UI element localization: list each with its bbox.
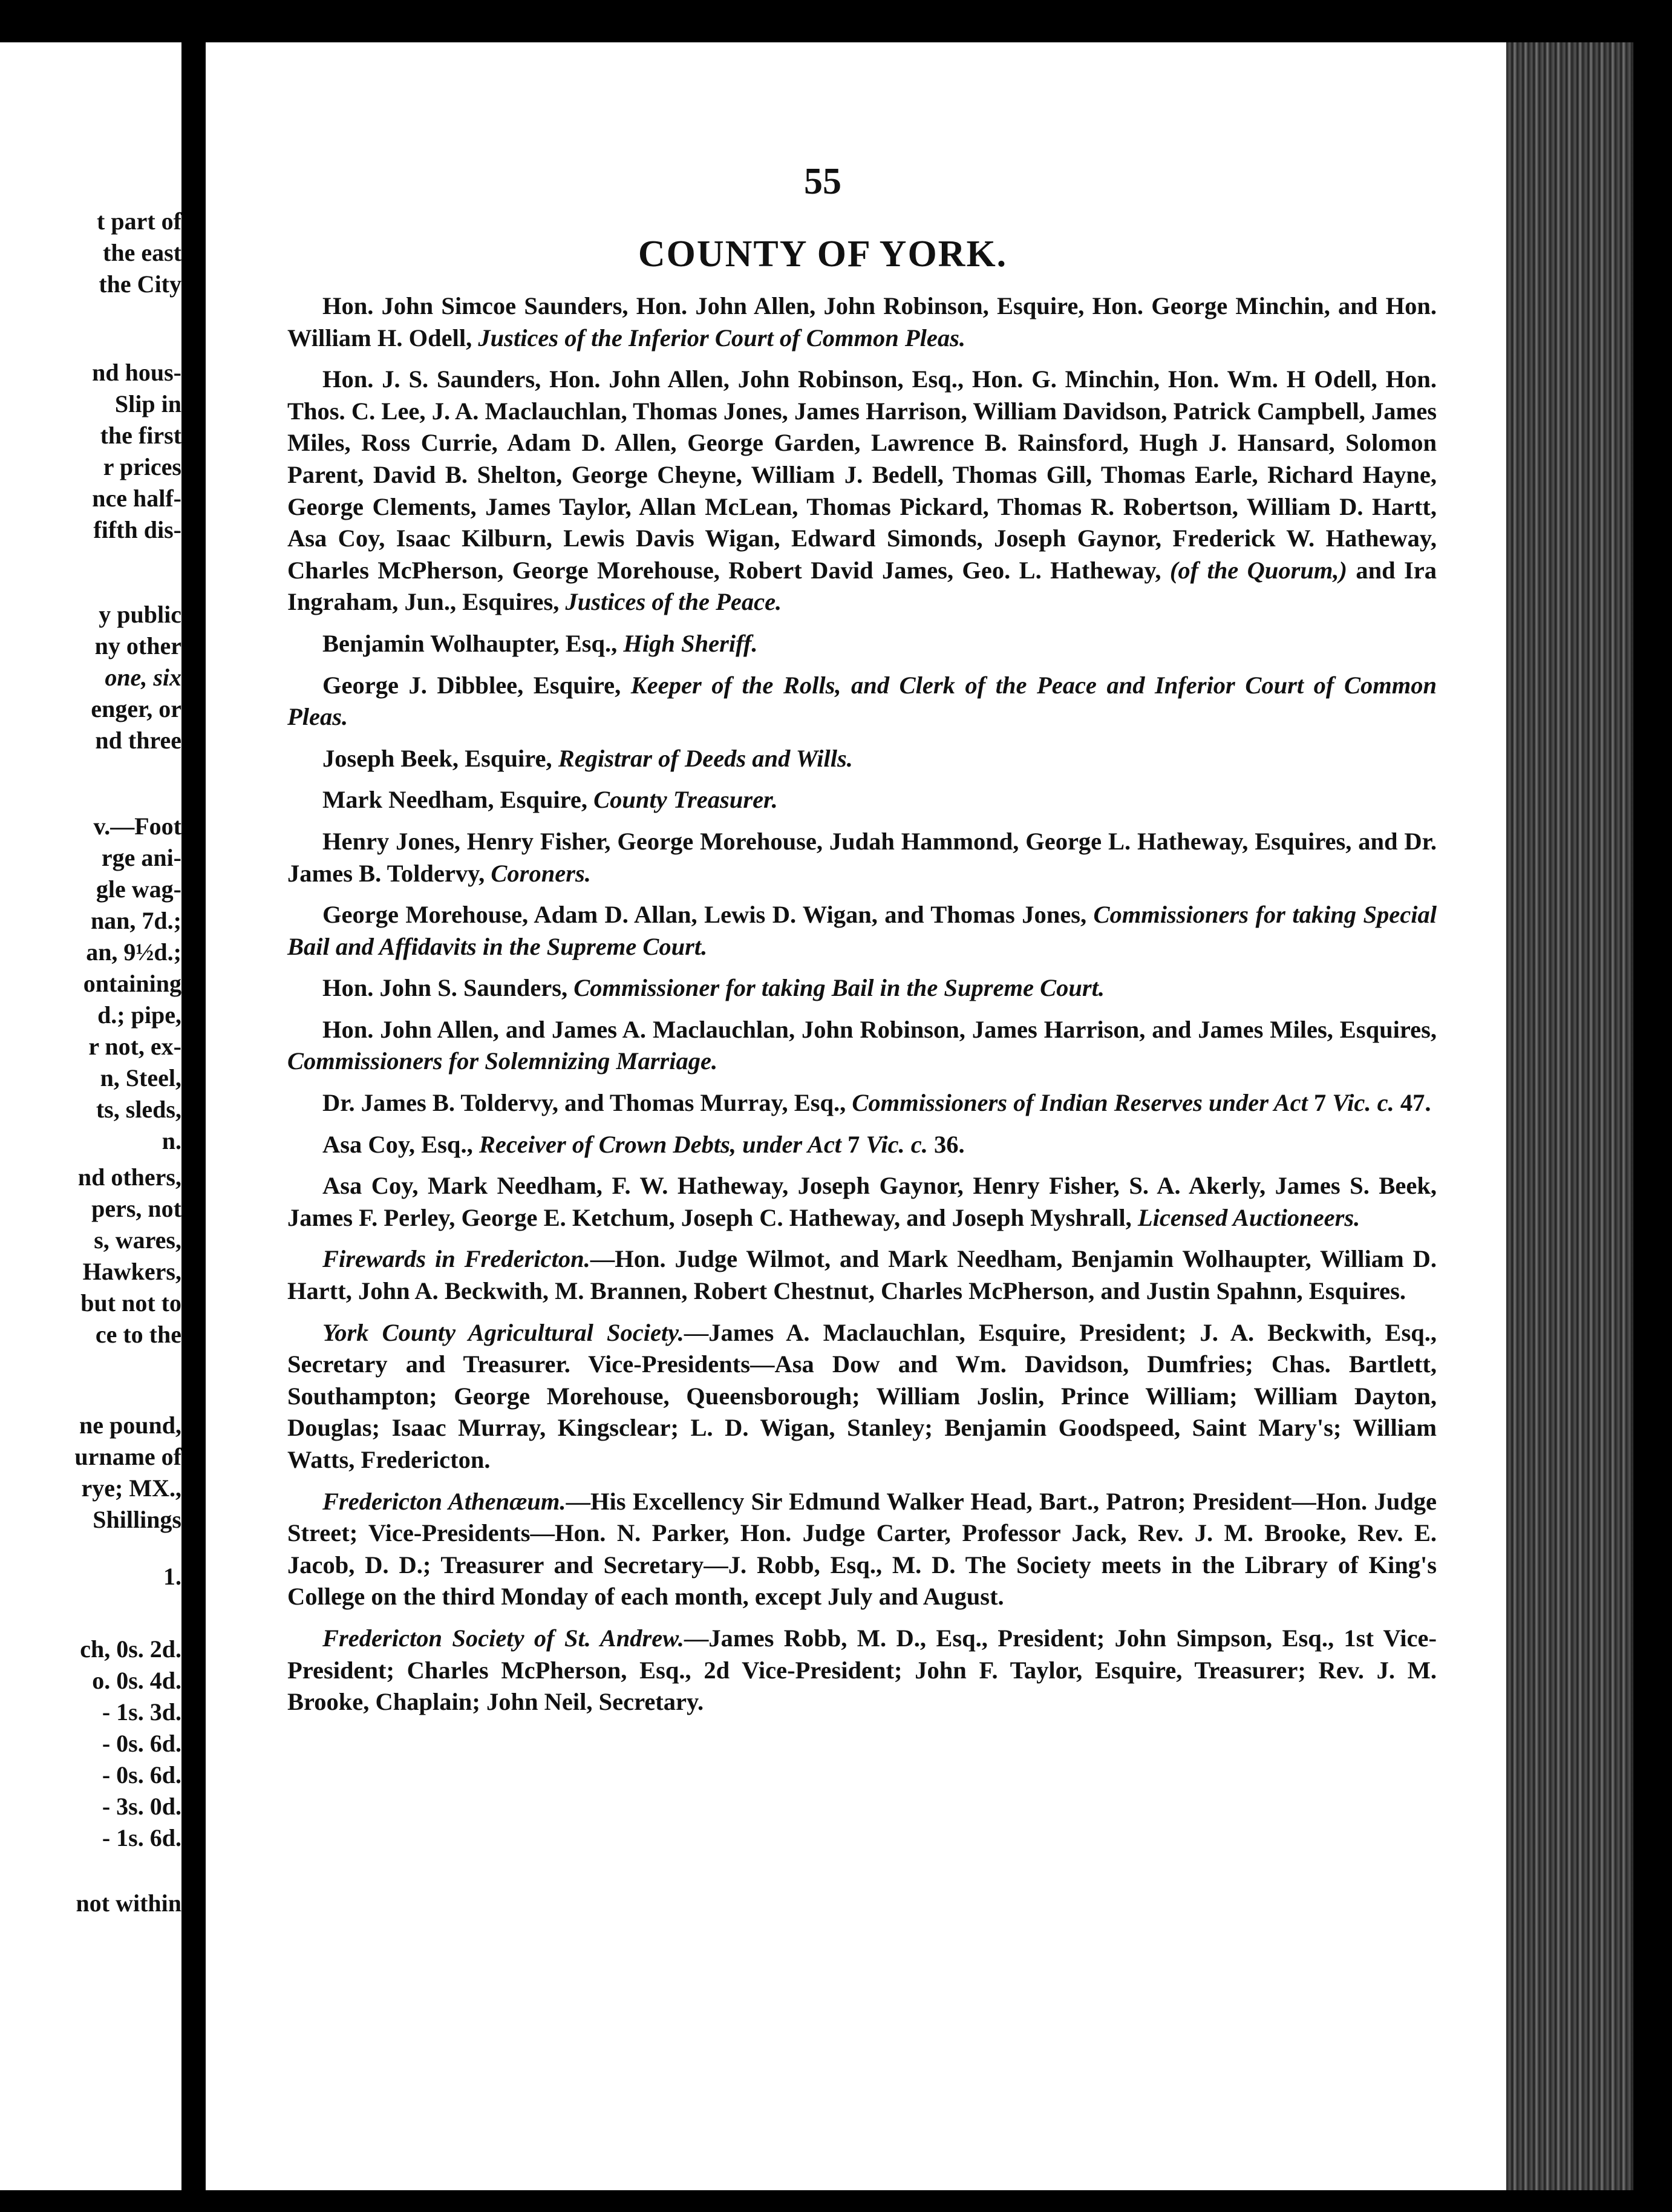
text-segment: Vic. c. xyxy=(1332,1089,1394,1117)
left-page-line: but not to xyxy=(80,1289,181,1317)
paragraph-p13 xyxy=(287,1170,1437,1234)
left-page-line: the east xyxy=(103,239,181,266)
text-segment: Registrar of Deeds and Wills. xyxy=(558,744,853,772)
text-segment: Licensed Auctioneers. xyxy=(1137,1203,1360,1231)
text-segment: Asa Coy, Mark Needham, F. W. Hatheway, Joseph Gaynor, Henry Fisher, S. A. Akerly, James S. Beek, James F. Perley, George E. Ketchum, Joseph C. Hatheway, and Joseph Myshrall, xyxy=(287,1172,1437,1231)
left-page-line: nce half- xyxy=(92,485,181,512)
left-page-line: o. 0s. 4d. xyxy=(92,1667,181,1694)
text-segment: Hon. John S. Saunders, xyxy=(322,974,574,1002)
book-spine xyxy=(181,0,206,2212)
left-page-line: ce to the xyxy=(95,1321,181,1348)
text-segment: Commissioners for Solemnizing Marriage. xyxy=(287,1047,718,1075)
text-segment: Mark Needham, Esquire, xyxy=(322,786,594,814)
paragraph-p11 xyxy=(287,1087,1437,1119)
text-segment: York County Agricultural Society. xyxy=(322,1318,684,1346)
text-segment: Justices of the Inferior Court of Common Pleas. xyxy=(478,324,965,352)
left-page-line: n, Steel, xyxy=(100,1064,181,1091)
text-segment: Commissioners for taking Special Bail and Affidavits in the Supreme Court. xyxy=(287,901,1437,960)
left-page-line: v.—Foot xyxy=(93,813,181,840)
text-segment: Fredericton Society of St. Andrew. xyxy=(322,1624,684,1652)
left-page-line: not within xyxy=(76,1890,181,1917)
paragraph-p12 xyxy=(287,1129,1437,1161)
left-page-line: the first xyxy=(100,422,181,449)
paragraph-p16 xyxy=(287,1486,1437,1613)
left-page-line: t part of xyxy=(97,208,181,235)
main-page xyxy=(206,42,1506,2190)
text-segment: Hon. J. S. Saunders, Hon. John Allen, John Robinson, Esq., Hon. G. Minchin, Hon. Wm. H Odell, Hon. Thos. C. Lee, J. A. Maclauchlan, Thomas Jones, James Harrison, William Davidson, Patrick Campbell, James Miles, Ross Currie, Adam D. Allen, George Garden, Lawrence B. Rainsford, Hugh J. Hansard, Solomon Parent, David B. Shelton, George Cheyne, William J. Bedell, Thomas Gill, Thomas Earle, Richard Hayne, George Clements, James Taylor, Allan McLean, Thomas Pickard, Thomas R. Robertson, William D. Hartt, Asa Coy, Isaac Kilburn, Lewis Davis Wigan, Edward Simonds, Joseph Gaynor, Frederick W. Hatheway, Charles McPherson, George Morehouse, Robert David James, Geo. L. Hatheway, xyxy=(287,365,1437,584)
left-page-line: ontaining xyxy=(83,970,181,997)
left-page-line: gle wag- xyxy=(96,875,181,903)
text-segment: George J. Dibblee, Esquire, xyxy=(322,671,631,699)
left-page-line: fifth dis- xyxy=(93,516,181,543)
left-page-line: Shillings xyxy=(93,1506,181,1533)
left-page-line: ne pound, xyxy=(79,1412,181,1439)
left-page-line: r not, ex- xyxy=(88,1033,181,1060)
paragraph-p6 xyxy=(287,784,1437,816)
body-text xyxy=(287,290,1437,1728)
left-page-line: rge ani- xyxy=(101,844,181,871)
text-segment: Coroners. xyxy=(491,859,591,887)
left-page-line: nd others, xyxy=(77,1163,181,1191)
bottom-border xyxy=(0,2190,1672,2212)
text-segment: Commissioner for taking Bail in the Supreme Court. xyxy=(573,974,1105,1002)
left-page-line: rye; MX., xyxy=(81,1474,181,1502)
left-page-line: s, wares, xyxy=(94,1226,181,1254)
text-segment: Firewards in Fredericton. xyxy=(322,1245,590,1273)
text-segment: 7 xyxy=(841,1130,866,1158)
left-page-line: - 1s. 3d. xyxy=(102,1698,181,1726)
left-page-line: Hawkers, xyxy=(82,1258,181,1285)
text-segment: Vic. c. xyxy=(866,1130,928,1158)
text-segment: Justices of the Peace. xyxy=(565,588,782,616)
text-segment: 47. xyxy=(1394,1089,1431,1117)
text-segment: —James Robb, M. D., Esq., President; John Simpson, Esq., 1st Vice-President; Charles McPherson, Esq., 2d Vice-President; John F. Taylor, Esquire, Treasurer; Rev. J. M. Brooke, Chaplain; John Neil, Secretary. xyxy=(287,1624,1437,1716)
paragraph-p8 xyxy=(287,899,1437,963)
text-segment: Fredericton Athenæum. xyxy=(322,1487,566,1515)
text-segment: Receiver of Crown Debts, under Act xyxy=(478,1130,842,1158)
left-page-line: ny other xyxy=(94,632,181,659)
left-page-line: nd hous- xyxy=(92,359,181,386)
paragraph-p10 xyxy=(287,1014,1437,1078)
text-segment: and Ira Ingraham, Jun., Esquires, xyxy=(287,556,1437,616)
left-page-line: r prices xyxy=(103,453,181,480)
paragraph-p17 xyxy=(287,1623,1437,1718)
text-segment: Joseph Beek, Esquire, xyxy=(322,744,558,772)
right-border xyxy=(1633,0,1672,2212)
text-segment: 36. xyxy=(927,1130,965,1158)
paragraph-p3 xyxy=(287,628,1437,660)
text-segment: Commissioners of Indian Reserves under Act xyxy=(852,1089,1308,1117)
paragraph-p4 xyxy=(287,670,1437,733)
left-page-line: - 0s. 6d. xyxy=(102,1730,181,1757)
text-segment: —James A. Maclauchlan, Esquire, President; J. A. Beckwith, Esq., Secretary and Treasurer. Vice-Presidents—Asa Dow and Wm. Davidson, Dumfries; Chas. Bartlett, Southampton; George Morehouse, Queensborough; William Joslin, Prince William; William Dayton, Douglas; Isaac Murray, Kingsclear; L. D. Wigan, Stanley; Benjamin Goodspeed, Saint Mary's; William Watts, Fredericton. xyxy=(287,1318,1437,1473)
left-page-line: y public xyxy=(99,601,181,628)
text-segment: Hon. John Allen, and James A. Maclauchlan, John Robinson, James Harrison, and James Miles, Esquires, xyxy=(322,1015,1437,1043)
left-page-line: - 3s. 0d. xyxy=(102,1793,181,1820)
left-page-line: ch, 0s. 2d. xyxy=(80,1635,181,1663)
left-page-line: one, six xyxy=(105,664,181,691)
left-page-line: d.; pipe, xyxy=(97,1001,181,1029)
text-segment: —His Excellency Sir Edmund Walker Head, Bart., Patron; President—Hon. Judge Street; Vice-Presidents—Hon. N. Parker, Hon. Judge Carter, Professor Jack, Rev. J. M. Brooke, Rev. E. Jacob, D. D.; Treasurer and Secretary—J. Robb, Esq., M. D. The Society meets in the Library of King's College on the third Monday of each month, except July and August. xyxy=(287,1487,1437,1611)
paragraph-p9 xyxy=(287,972,1437,1004)
left-page-line: n. xyxy=(162,1127,181,1154)
paragraph-p2 xyxy=(287,364,1437,618)
paragraph-p15 xyxy=(287,1317,1437,1476)
left-page-line: pers, not xyxy=(91,1195,181,1222)
paragraph-p1 xyxy=(287,290,1437,354)
left-page-line: nan, 7d.; xyxy=(90,907,181,934)
text-segment: Keeper of the Rolls, and Clerk of the Peace and Inferior Court of Common Pleas. xyxy=(287,671,1437,731)
left-page-line: urname of xyxy=(74,1443,181,1470)
left-page-line: ts, sleds, xyxy=(96,1096,181,1123)
left-page-line: Slip in xyxy=(114,390,181,417)
text-segment: Benjamin Wolhaupter, Esq., xyxy=(322,629,624,657)
text-segment: Henry Jones, Henry Fisher, George Morehouse, Judah Hammond, George L. Hatheway, Esquires, and Dr. James B. Toldervy, xyxy=(287,827,1437,887)
page-title: COUNTY OF YORK. xyxy=(638,234,1008,275)
left-page-line: an, 9½d.; xyxy=(86,938,181,966)
paragraph-p14 xyxy=(287,1243,1437,1307)
left-page-line: - 1s. 6d. xyxy=(102,1824,181,1851)
left-page-fragment xyxy=(0,42,181,2190)
text-segment: Dr. James B. Toldervy, and Thomas Murray, Esq., xyxy=(322,1089,852,1117)
text-segment: George Morehouse, Adam D. Allan, Lewis D. Wigan, and Thomas Jones, xyxy=(322,901,1094,929)
text-segment: Asa Coy, Esq., xyxy=(322,1130,479,1158)
text-segment: County Treasurer. xyxy=(593,786,778,814)
text-segment: —Hon. Judge Wilmot, and Mark Needham, Benjamin Wolhaupter, William D. Hartt, John A. Beckwith, M. Brannen, Robert Chestnut, Charles McPherson, and Justin Spahnn, Esquires. xyxy=(287,1245,1437,1305)
text-segment: High Sheriff. xyxy=(623,629,758,657)
text-segment: (of the Quorum,) xyxy=(1169,556,1347,584)
top-border xyxy=(0,0,1672,42)
text-segment: 7 xyxy=(1307,1089,1333,1117)
paragraph-p5 xyxy=(287,743,1437,775)
left-page-line: the City xyxy=(99,270,181,298)
paragraph-p7 xyxy=(287,826,1437,889)
left-page-line: - 0s. 6d. xyxy=(102,1761,181,1788)
left-page-line: nd three xyxy=(95,727,181,754)
left-page-line: 1. xyxy=(163,1563,181,1590)
page-number: 55 xyxy=(804,161,841,202)
text-segment: Hon. John Simcoe Saunders, Hon. John Allen, John Robinson, Esquire, Hon. George Minchin, and Hon. William H. Odell, xyxy=(287,292,1437,352)
left-page-line: enger, or xyxy=(91,695,181,722)
